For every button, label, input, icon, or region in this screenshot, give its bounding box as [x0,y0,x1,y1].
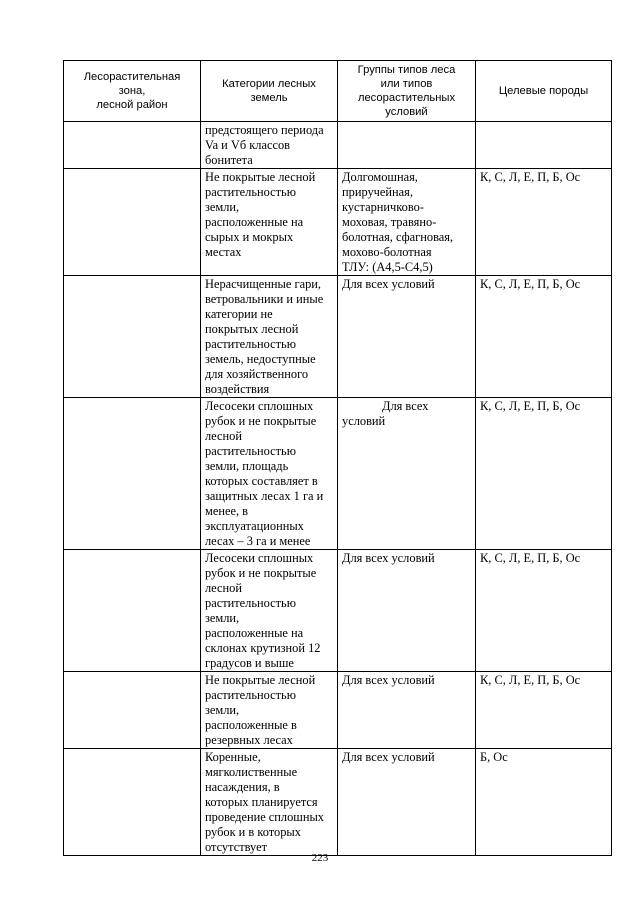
category-cell: Лесосеки сплошных рубок и не покрытые лесной растительностью земли, площадь которых составляет в защитных лесах 1 га и менее, в эксплуатационных лесах – 3 га и менее [201,398,338,550]
species-cell: Б, Ос [476,749,612,856]
page-number: 223 [311,852,329,864]
forest-type-cell: Для всех условий [338,276,476,398]
species-cell: К, С, Л, Е, П, Б, Ос [476,169,612,276]
forest-type-cell: Долгомошная, приручейная, кустарничково- моховая, травяно- болотная, сфагновая, мохово-болотная ТЛУ: (А4,5-С4,5) [338,169,476,276]
species-cell: К, С, Л, Е, П, Б, Ос [476,398,612,550]
zone-cell [64,550,201,672]
forest-type-cell: Для всех условий [338,749,476,856]
zone-cell [64,749,201,856]
species-cell: К, С, Л, Е, П, Б, Ос [476,672,612,749]
zone-cell [64,398,201,550]
table-header-row [64,61,612,122]
zone-cell [64,276,201,398]
forest-species-table [63,60,612,856]
category-cell: Нерасчищенные гари, ветровальники и иные категории не покрытых лесной растительностью земель, недоступные для хозяйственного воздействия [201,276,338,398]
species-cell [476,122,612,169]
forest-type-cell: Для всех условий [338,672,476,749]
category-cell: предстоящего периода Va и Vб классов бонитета [201,122,338,169]
category-cell: Лесосеки сплошных рубок и не покрытые лесной растительностью земли, расположенные на склонах крутизной 12 градусов и выше [201,550,338,672]
zone-cell [64,672,201,749]
table-row [64,398,612,550]
table-row [64,672,612,749]
header-forest-type: Группы типов леса или типов лесорастительных условий [338,61,476,122]
header-species: Целевые породы [476,61,612,122]
table-row [64,749,612,856]
forest-type-cell: Для всех условий [338,398,476,550]
table-row [64,122,612,169]
category-cell: Не покрытые лесной растительностью земли, расположенные на сырых и мокрых местах [201,169,338,276]
table-row [64,550,612,672]
forest-type-cell [338,122,476,169]
table-row [64,276,612,398]
species-cell: К, С, Л, Е, П, Б, Ос [476,550,612,672]
species-cell: К, С, Л, Е, П, Б, Ос [476,276,612,398]
category-cell: Не покрытые лесной растительностью земли, расположенные в резервных лесах [201,672,338,749]
category-cell: Коренные, мягколиственные насаждения, в которых планируется проведение сплошных рубок и в которых отсутствует [201,749,338,856]
forest-type-cell: Для всех условий [338,550,476,672]
header-category: Категории лесных земель [201,61,338,122]
table-row [64,169,612,276]
zone-cell [64,169,201,276]
zone-cell [64,122,201,169]
header-zone: Лесорастительная зона, лесной район [64,61,201,122]
